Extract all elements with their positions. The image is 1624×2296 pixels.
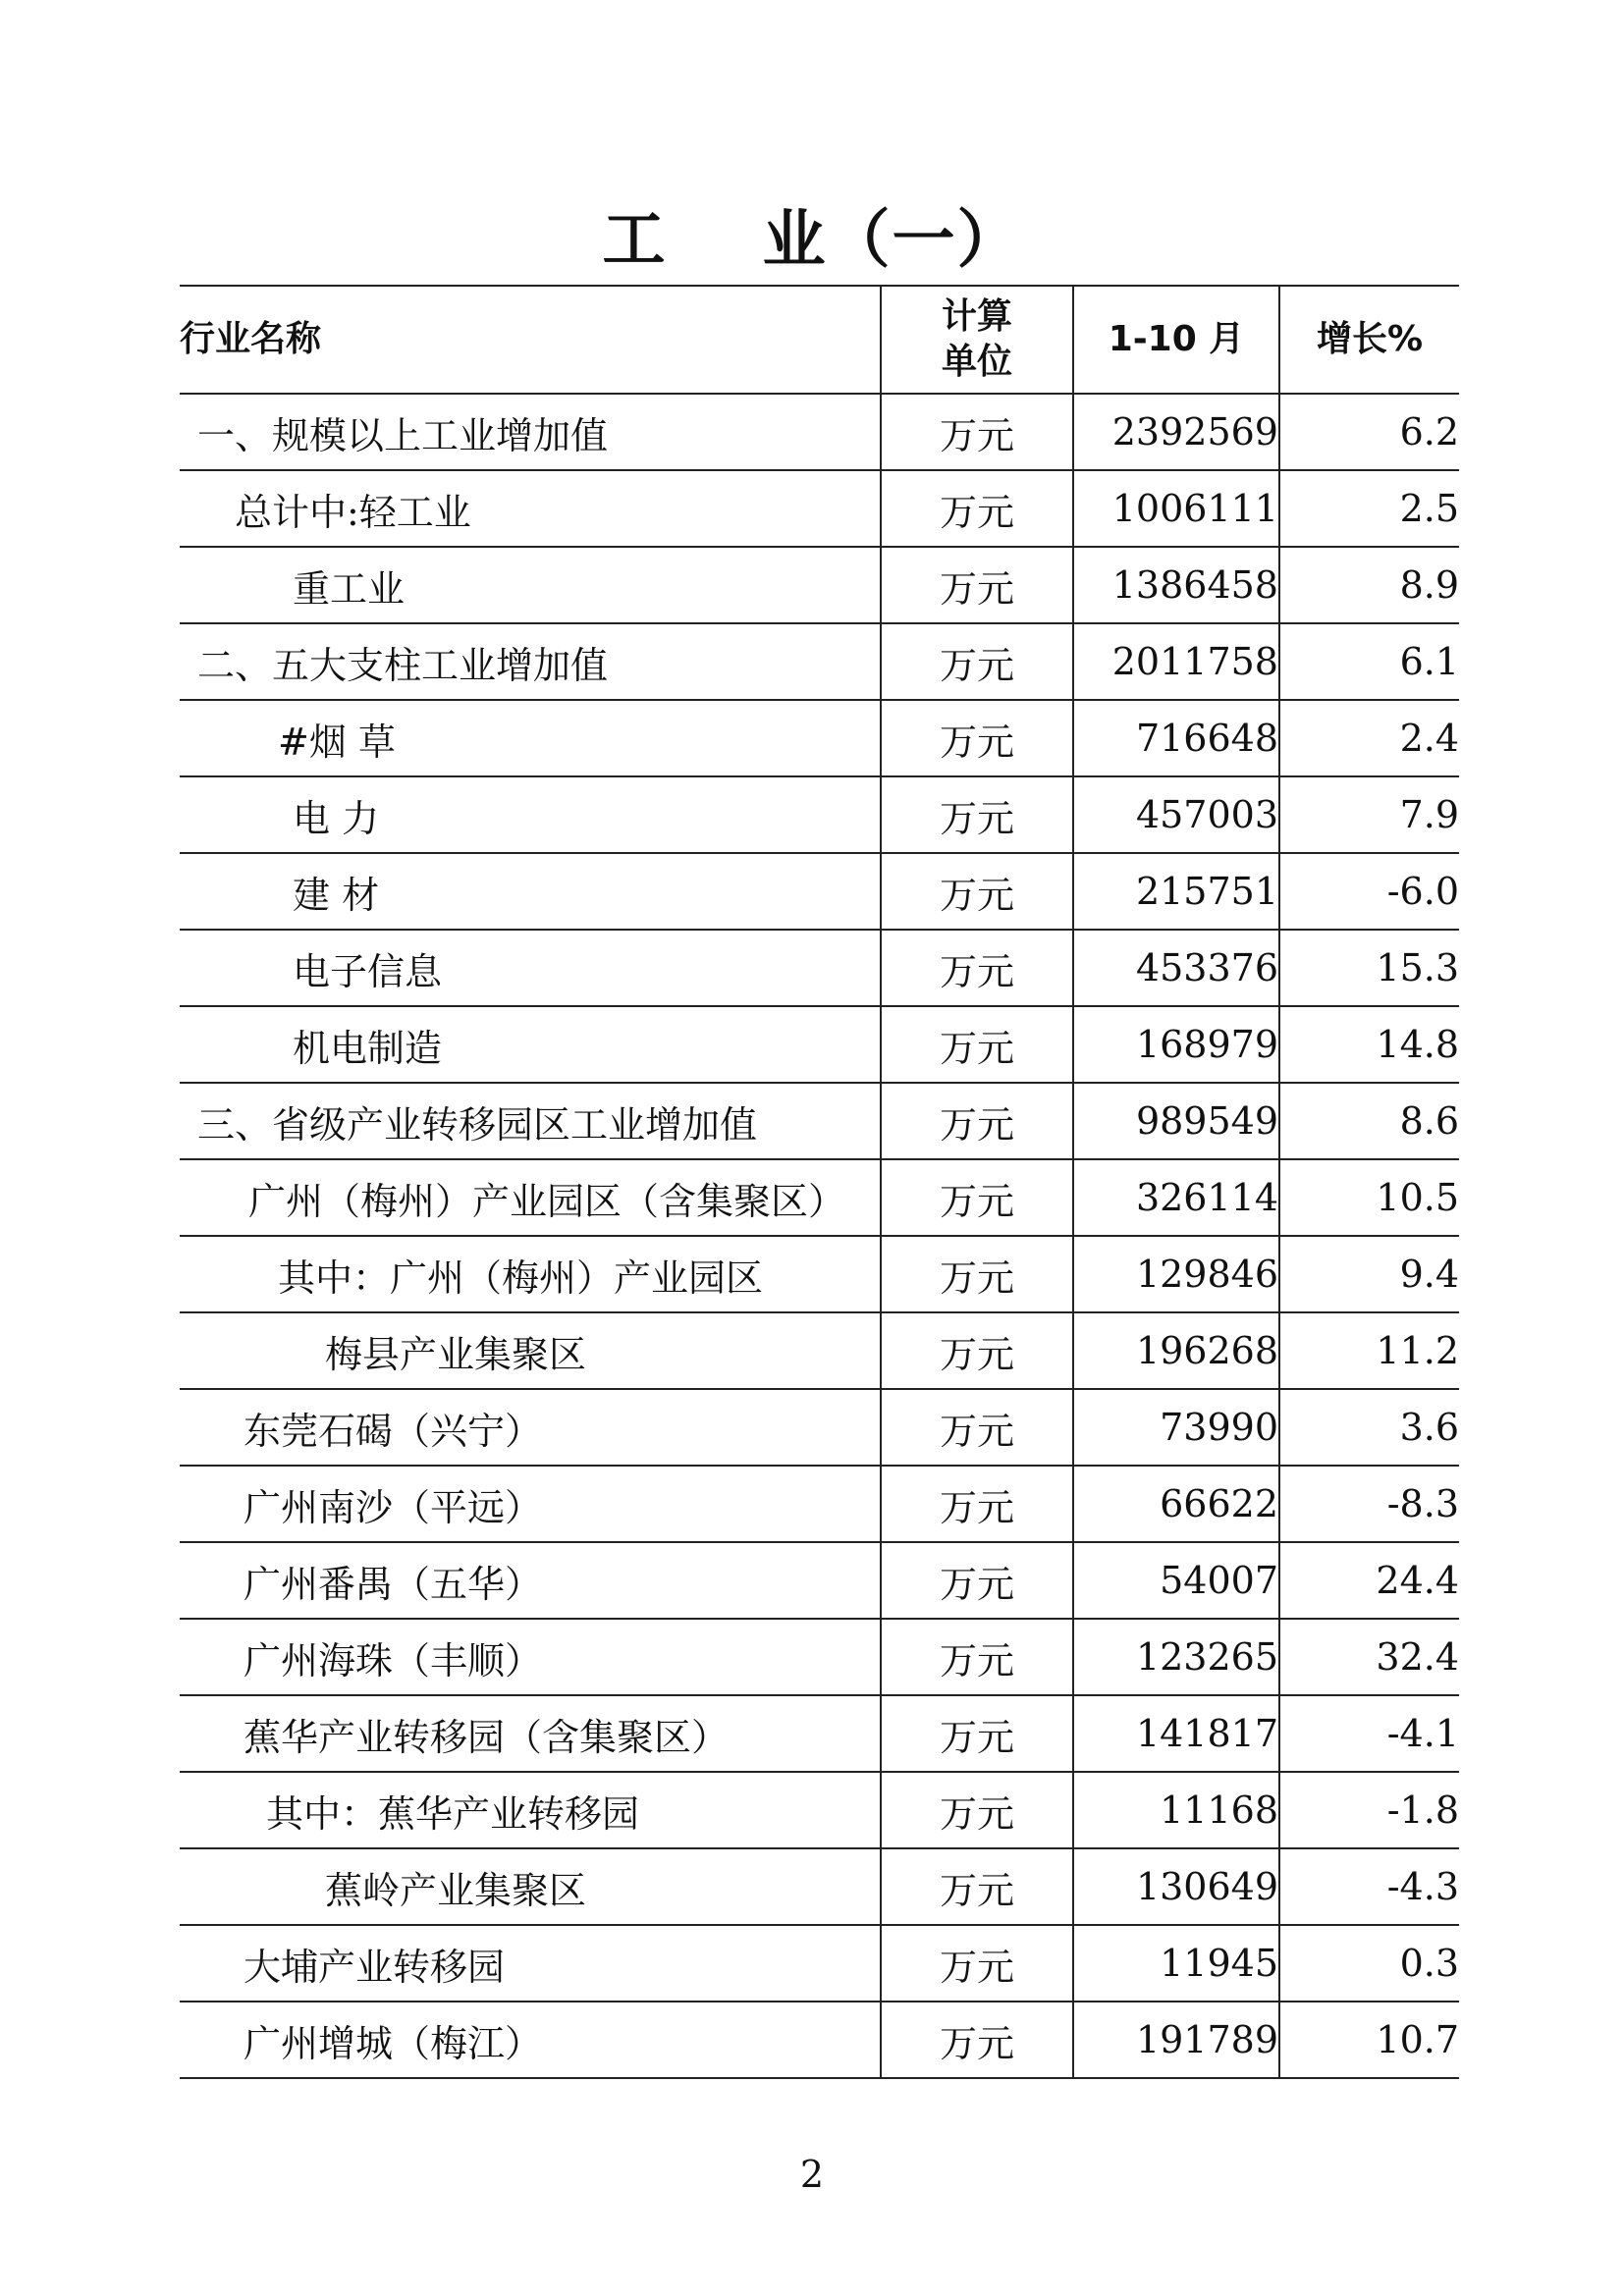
row-unit: 万元 — [881, 470, 1073, 547]
header-unit-line1: 计算 — [941, 296, 1012, 337]
row-growth: 32.4 — [1279, 1619, 1459, 1695]
row-value: 129846 — [1073, 1236, 1279, 1312]
row-unit: 万元 — [881, 700, 1073, 776]
row-growth: 24.4 — [1279, 1542, 1459, 1619]
row-growth: -8.3 — [1279, 1466, 1459, 1542]
row-unit: 万元 — [881, 930, 1073, 1006]
table-row — [180, 1466, 1459, 1542]
row-name: 机电制造 — [180, 1006, 881, 1083]
header-unit — [881, 286, 1073, 394]
row-growth: 6.1 — [1279, 623, 1459, 700]
header-period-value: 1-10 月 — [1073, 286, 1279, 394]
row-name: #烟 草 — [180, 700, 881, 776]
table-row — [180, 930, 1459, 1006]
row-value: 215751 — [1073, 853, 1279, 930]
row-value: 1386458 — [1073, 547, 1279, 623]
row-growth: -4.1 — [1279, 1695, 1459, 1772]
table-row — [180, 1772, 1459, 1848]
table-row — [180, 1389, 1459, 1466]
row-growth: 7.9 — [1279, 776, 1459, 853]
row-name: 电子信息 — [180, 930, 881, 1006]
row-value: 66622 — [1073, 1466, 1279, 1542]
row-value: 2392569 — [1073, 394, 1279, 470]
row-unit: 万元 — [881, 1312, 1073, 1389]
row-growth: 14.8 — [1279, 1006, 1459, 1083]
row-growth: 10.7 — [1279, 2002, 1459, 2078]
table-row — [180, 1619, 1459, 1695]
row-name: 建 材 — [180, 853, 881, 930]
table-row — [180, 470, 1459, 547]
table-header — [180, 286, 1459, 394]
row-growth: 2.4 — [1279, 700, 1459, 776]
row-unit: 万元 — [881, 1006, 1073, 1083]
row-value: 11168 — [1073, 1772, 1279, 1848]
row-unit: 万元 — [881, 547, 1073, 623]
table-row — [180, 623, 1459, 700]
row-name: 广州增城（梅江） — [180, 2002, 881, 2078]
header-unit-line2: 单位 — [941, 342, 1012, 382]
table-row — [180, 1695, 1459, 1772]
row-name: 电 力 — [180, 776, 881, 853]
table-row — [180, 2002, 1459, 2078]
row-name: 广州（梅州）产业园区（含集聚区） — [180, 1159, 881, 1236]
row-unit: 万元 — [881, 1083, 1073, 1159]
row-name: 蕉华产业转移园（含集聚区） — [180, 1695, 881, 1772]
row-unit: 万元 — [881, 1466, 1073, 1542]
row-name: 二、五大支柱工业增加值 — [180, 623, 881, 700]
row-growth: 0.3 — [1279, 1925, 1459, 2002]
table-row — [180, 1159, 1459, 1236]
row-name: 重工业 — [180, 547, 881, 623]
row-unit: 万元 — [881, 1542, 1073, 1619]
row-value: 989549 — [1073, 1083, 1279, 1159]
row-unit: 万元 — [881, 623, 1073, 700]
row-unit: 万元 — [881, 1925, 1073, 2002]
row-name: 蕉岭产业集聚区 — [180, 1848, 881, 1925]
row-unit: 万元 — [881, 776, 1073, 853]
row-growth: 10.5 — [1279, 1159, 1459, 1236]
row-growth: -6.0 — [1279, 853, 1459, 930]
row-name: 广州番禺（五华） — [180, 1542, 881, 1619]
row-value: 1006111 — [1073, 470, 1279, 547]
row-name: 一、规模以上工业增加值 — [180, 394, 881, 470]
row-value: 168979 — [1073, 1006, 1279, 1083]
table-row — [180, 1312, 1459, 1389]
row-growth: 8.9 — [1279, 547, 1459, 623]
row-growth: 2.5 — [1279, 470, 1459, 547]
row-value: 326114 — [1073, 1159, 1279, 1236]
row-value: 716648 — [1073, 700, 1279, 776]
header-industry-name: 行业名称 — [180, 286, 881, 394]
row-value: 2011758 — [1073, 623, 1279, 700]
table-row — [180, 1083, 1459, 1159]
row-name: 广州海珠（丰顺） — [180, 1619, 881, 1695]
row-unit: 万元 — [881, 394, 1073, 470]
row-value: 453376 — [1073, 930, 1279, 1006]
row-value: 141817 — [1073, 1695, 1279, 1772]
row-unit: 万元 — [881, 1848, 1073, 1925]
row-growth: 6.2 — [1279, 394, 1459, 470]
industry-stats-table — [180, 285, 1459, 2079]
row-value: 196268 — [1073, 1312, 1279, 1389]
row-value: 130649 — [1073, 1848, 1279, 1925]
row-growth: 15.3 — [1279, 930, 1459, 1006]
table-row — [180, 1848, 1459, 1925]
row-unit: 万元 — [881, 1389, 1073, 1466]
row-value: 123265 — [1073, 1619, 1279, 1695]
table-row — [180, 1542, 1459, 1619]
row-value: 54007 — [1073, 1542, 1279, 1619]
row-unit: 万元 — [881, 1159, 1073, 1236]
row-value: 11945 — [1073, 1925, 1279, 2002]
row-unit: 万元 — [881, 1772, 1073, 1848]
row-name: 梅县产业集聚区 — [180, 1312, 881, 1389]
row-value: 457003 — [1073, 776, 1279, 853]
page-title: 工 业（一） — [602, 204, 1022, 277]
row-growth: -4.3 — [1279, 1848, 1459, 1925]
row-growth: 11.2 — [1279, 1312, 1459, 1389]
row-value: 191789 — [1073, 2002, 1279, 2078]
row-name: 大埔产业转移园 — [180, 1925, 881, 2002]
row-unit: 万元 — [881, 1619, 1073, 1695]
row-growth: 3.6 — [1279, 1389, 1459, 1466]
row-growth: -1.8 — [1279, 1772, 1459, 1848]
row-unit: 万元 — [881, 1695, 1073, 1772]
table-body — [180, 394, 1459, 2078]
table-row — [180, 1006, 1459, 1083]
row-name: 总计中:轻工业 — [180, 470, 881, 547]
table-row — [180, 1925, 1459, 2002]
row-name: 东莞石碣（兴宁） — [180, 1389, 881, 1466]
row-unit: 万元 — [881, 2002, 1073, 2078]
row-value: 73990 — [1073, 1389, 1279, 1466]
table-row — [180, 394, 1459, 470]
row-growth: 9.4 — [1279, 1236, 1459, 1312]
page-number: 2 — [799, 2153, 825, 2196]
row-growth: 8.6 — [1279, 1083, 1459, 1159]
table-row — [180, 776, 1459, 853]
row-name: 广州南沙（平远） — [180, 1466, 881, 1542]
table-row — [180, 700, 1459, 776]
row-unit: 万元 — [881, 853, 1073, 930]
table-row — [180, 1236, 1459, 1312]
table-row — [180, 853, 1459, 930]
row-name: 其中：广州（梅州）产业园区 — [180, 1236, 881, 1312]
row-name: 其中：蕉华产业转移园 — [180, 1772, 881, 1848]
row-name: 三、省级产业转移园区工业增加值 — [180, 1083, 881, 1159]
row-unit: 万元 — [881, 1236, 1073, 1312]
header-row — [180, 286, 1459, 394]
table-row — [180, 547, 1459, 623]
header-growth: 增长% — [1279, 286, 1459, 394]
